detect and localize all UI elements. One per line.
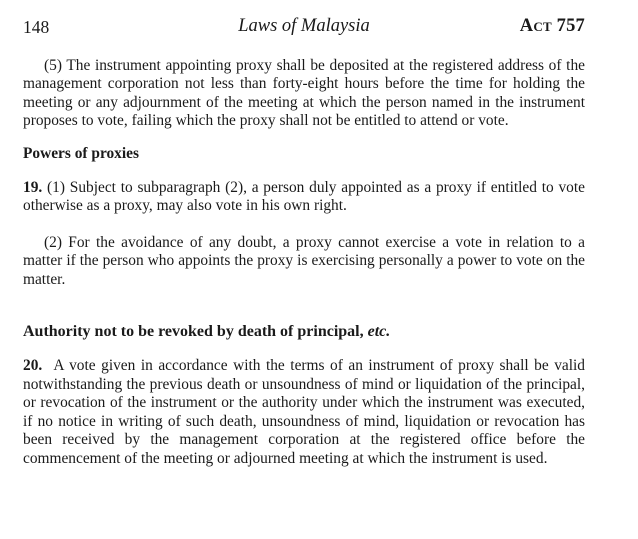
page-number: 148 [23,17,50,37]
page-header [23,14,585,42]
section-19-subsection-1 [23,179,585,216]
document-page [23,14,585,468]
section-heading-powers-of-proxies: Powers of proxies [23,144,139,162]
running-title: Laws of Malaysia [238,16,370,36]
section-number-19: 19. [23,179,43,197]
section-number-20: 20. [23,357,43,375]
act-number: Act 757 [519,16,585,36]
section-heading-authority [23,323,585,341]
section-20-text: A vote given in accordance with the terms of an instrument of proxy shall be valid notwithstanding the previous death or unsoundness of mind or liquidation of the principal, or revocation of the instrument or the authority under which the instrument was executed, if no notice in writing of such death, unsoundness of mind, liquidation or revocation has been received by the management corporation at the registered office before the commencement of the meeting or adjourned meeting at which the instrument is used. [23,357,585,467]
section-20 [23,357,585,467]
paragraph-5: (5) The instrument appointing proxy shall be deposited at the registered address of the management corporation not less than forty-eight hours before the time for holding the meeting or any adjournment of the meeting at which the person named in the instrument proposes to vote, failing which the proxy shall not be entitled to attend or vote. [23,57,585,130]
authority-heading-etc: etc. [367,323,391,341]
authority-heading-text: Authority not to be revoked by death of principal, [23,323,364,341]
section-19-1-text: (1) Subject to subparagraph (2), a person duly appointed as a proxy if entitled to vote otherwise as a proxy, may also vote in his own right. [23,179,585,215]
section-19-subsection-2: (2) For the avoidance of any doubt, a proxy cannot exercise a vote in relation to a matter if the person who appoints the proxy is exercising personally a power to vote on the matter. [23,233,585,288]
